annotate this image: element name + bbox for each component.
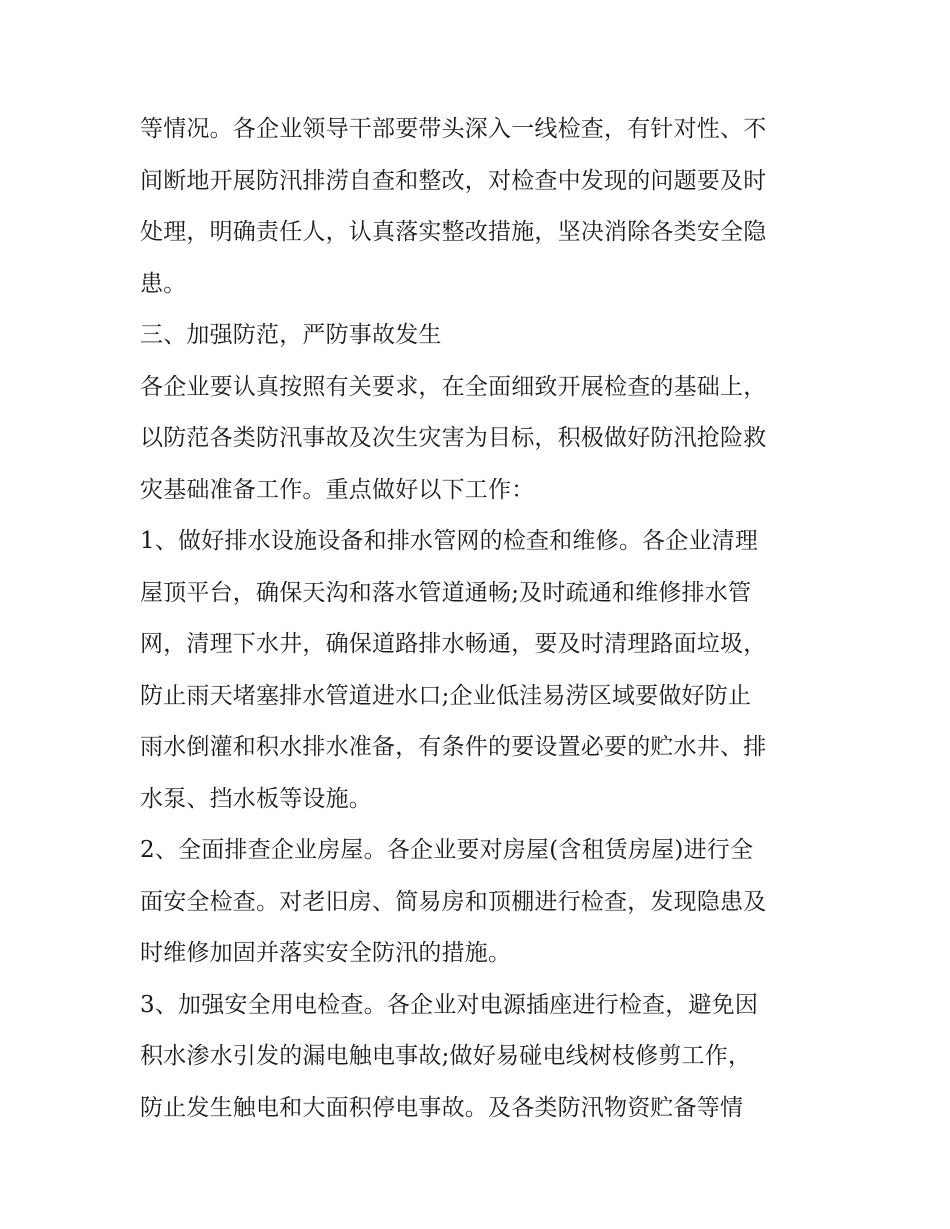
text-line: 处理，明确责任人，认真落实整改措施，坚决消除各类安全隐 [140, 219, 767, 245]
text-line: 屋顶平台，确保天沟和落水管道通畅;及时疏通和维修排水管 [140, 579, 752, 606]
section-heading: 三、加强防范，严防事故发生 [140, 322, 442, 348]
text-line: 防止发生触电和大面积停电事故。及各类防汛物资贮备等情 [140, 1094, 744, 1121]
text-line: 积水渗水引发的漏电触电事故;做好易碰电线树枝修剪工作， [140, 1043, 752, 1069]
text-line: 间断地开展防汛排涝自查和整改，对检查中发现的问题要及时 [140, 167, 767, 194]
text-line: 灾基础准备工作。重点做好以下工作： [140, 476, 535, 503]
text-line: 雨水倒灌和积水排水准备，有条件的要设置必要的贮水井、排 [140, 734, 767, 760]
text-line: 网，清理下水井，确保道路排水畅通，要及时清理路面垃圾， [140, 631, 767, 657]
text-line: 防止雨天堵塞排水管道进水口;企业低洼易涝区域要做好防止 [140, 682, 752, 709]
text-line: 面安全检查。对老旧房、简易房和顶棚进行检查，发现隐患及 [140, 888, 767, 915]
text-line: 等情况。各企业领导干部要带头深入一线检查，有针对性、不 [140, 116, 767, 142]
list-item-2-line: 2、全面排查企业房屋。各企业要对房屋(含租赁房屋)进行全 [140, 837, 754, 863]
text-line: 以防范各类防汛事故及次生灾害为目标，积极做好防汛抢险救 [140, 425, 767, 451]
document-body [140, 104, 830, 1134]
text-line: 患。 [140, 270, 187, 297]
text-line: 各企业要认真按照有关要求，在全面细致开展检查的基础上， [140, 373, 767, 400]
text-line: 水泵、挡水板等设施。 [140, 785, 372, 812]
list-item-3-line: 3、加强安全用电检查。各企业对电源插座进行检查，避免因 [140, 991, 759, 1018]
list-item-1-line: 1、做好排水设施设备和排水管网的检查和维修。各企业清理 [140, 528, 759, 554]
text-line: 时维修加固并落实安全防汛的措施。 [140, 940, 512, 966]
